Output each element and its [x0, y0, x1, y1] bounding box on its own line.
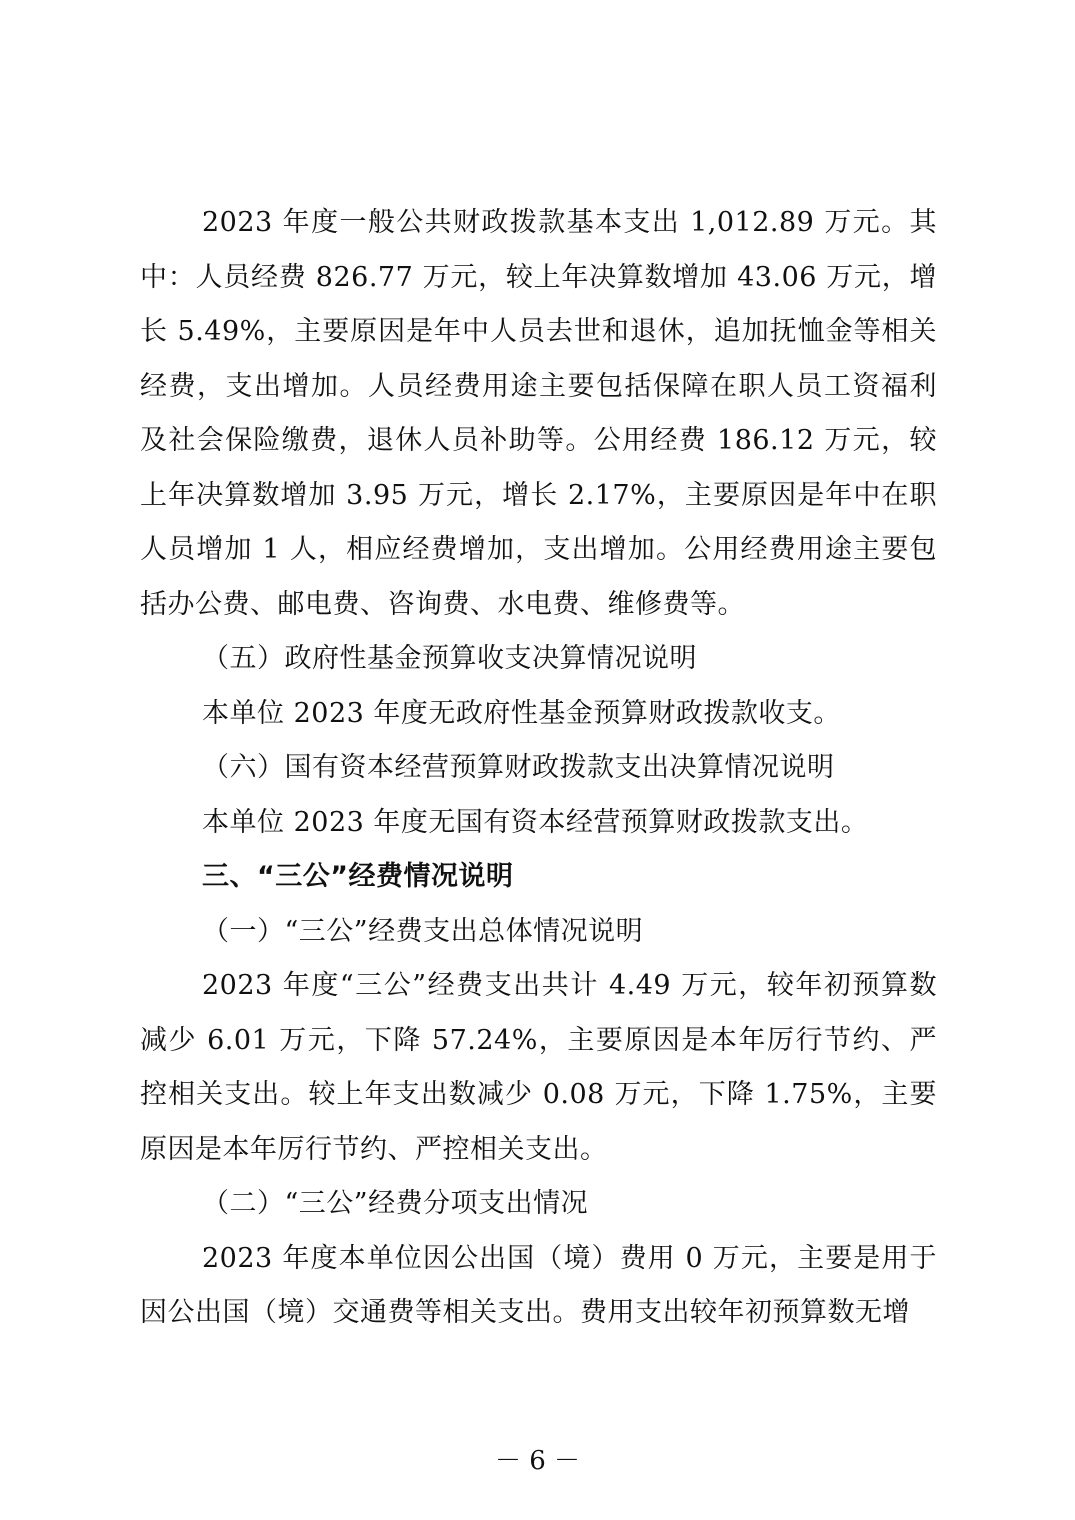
section-heading-three-public: 三、“三公”经费情况说明: [202, 861, 514, 892]
page-number: － 6 －: [494, 1446, 581, 1476]
paragraph-three-public-overall: 2023 年度“三公”经费支出共计 4.49 万元，较年初预算数减少 6.01 万元，下降 57.24%，主要原因是本年厉行节约、严控相关支出。较上年支出数减少 0.08 万元，下降 1.75%，主要原因是本年厉行节约、严控相关支出。: [140, 970, 937, 1165]
paragraph-state-capital: 本单位 2023 年度无国有资本经营预算财政拨款支出。: [202, 806, 869, 838]
section-heading-state-capital: （六）国有资本经营预算财政拨款支出决算情况说明: [202, 752, 835, 783]
document-body: [140, 196, 937, 1341]
subsection-heading-itemized: （二）“三公”经费分项支出情况: [202, 1188, 589, 1219]
section-heading-government-fund: （五）政府性基金预算收支决算情况说明: [202, 643, 697, 674]
subsection-heading-overall: （一）“三公”经费支出总体情况说明: [202, 915, 644, 947]
paragraph-government-fund: 本单位 2023 年度无政府性基金预算财政拨款收支。: [202, 697, 841, 729]
paragraph-overseas-travel: 2023 年度本单位因公出国（境）费用 0 万元，主要是用于因公出国（境）交通费等相关支出。费用支出较年初预算数无增: [140, 1242, 937, 1328]
paragraph-basic-expenditure: 2023 年度一般公共财政拨款基本支出 1,012.89 万元。其中：人员经费 826.77 万元，较上年决算数增加 43.06 万元，增长 5.49%，主要原因是年中人员去世和退休，追加抚恤金等相关经费，支出增加。人员经费用途主要包括保障在职人员工资福利及社会保险缴费，退休人员补助等。公用经费 186.12 万元，较上年决算数增加 3.95 万元，增长 2.17%，主要原因是年中在职人员增加 1 人，相应经费增加，支出增加。公用经费用途主要包括办公费、邮电费、咨询费、水电费、维修费等。: [140, 207, 937, 620]
